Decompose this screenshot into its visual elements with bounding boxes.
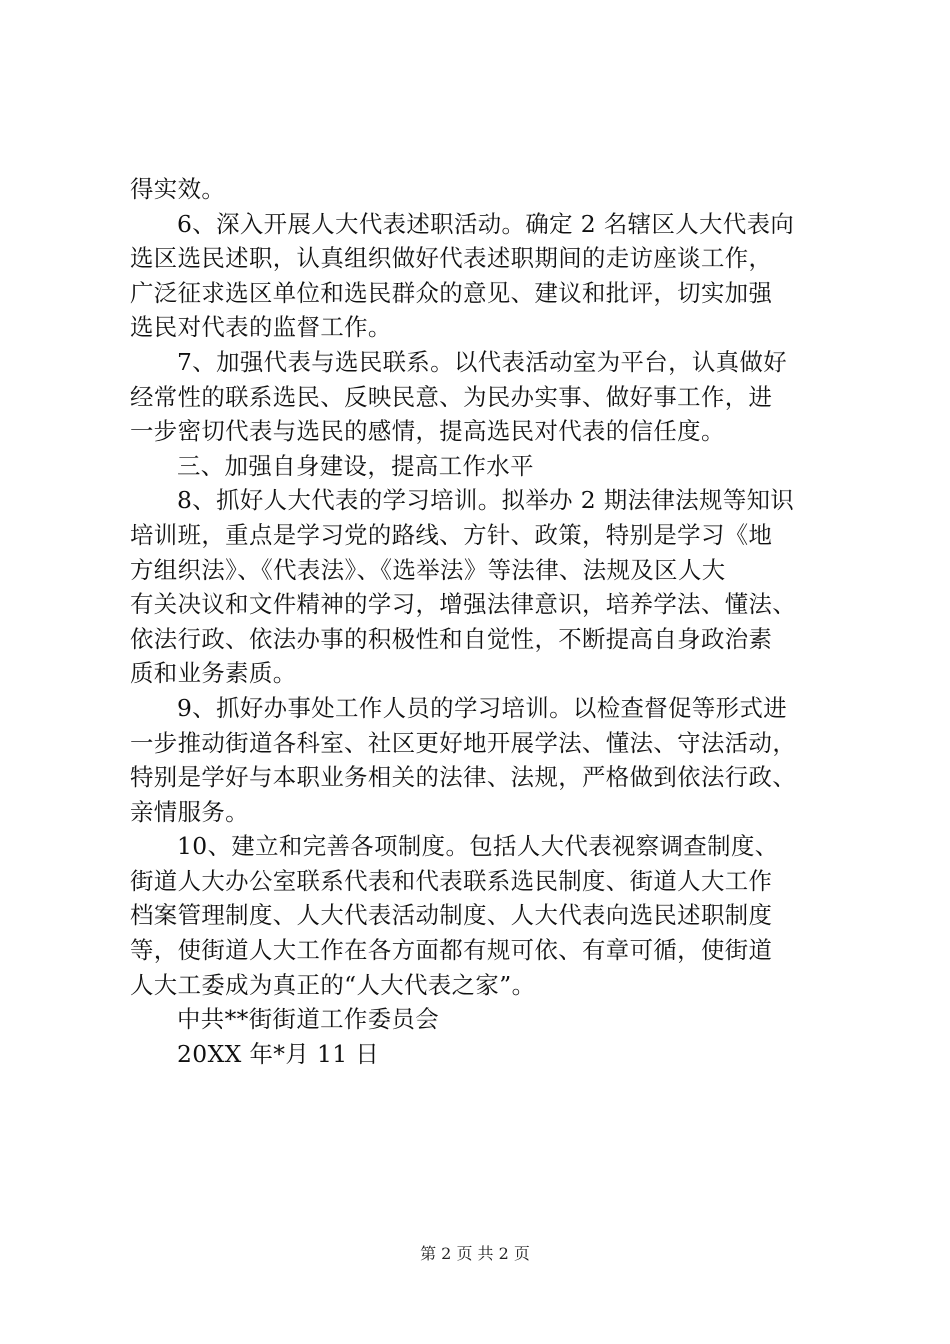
text-line: 档案管理制度、人大代表活动制度、人大代表向选民述职制度 [130, 901, 773, 930]
text-line: 6、深入开展人大代表述职活动。确定 2 名辖区人大代表向 [177, 209, 795, 238]
document-body [130, 172, 830, 1071]
text-line: 依法行政、依法办事的积极性和自觉性，不断提高自身政治素 [130, 624, 773, 653]
text-line: 方组织法》、《代表法》、《选举法》等法律、法规及区人大 [130, 555, 726, 584]
text-line: 8、抓好人大代表的学习培训。拟举办 2 期法律法规等知识 [177, 486, 795, 515]
signature-organization: 中共**街街道工作委员会 [177, 1005, 440, 1034]
text-line: 9、抓好办事处工作人员的学习培训。以检查督促等形式进 [177, 693, 788, 722]
text-line: 等，使街道人大工作在各方面都有规可依、有章可循，使街道 [130, 936, 773, 965]
text-line: 一步密切代表与选民的感情，提高选民对代表的信任度。 [130, 417, 725, 446]
text-line: 街道人大办公室联系代表和代表联系选民制度、街道人大工作 [130, 866, 773, 895]
text-line: 广泛征求选区单位和选民群众的意见、建议和批评，切实加强 [130, 278, 773, 307]
text-line: 10、建立和完善各项制度。包括人大代表视察调查制度、 [177, 832, 779, 861]
text-line: 选民对代表的监督工作。 [130, 313, 392, 342]
text-line: 特别是学好与本职业务相关的法律、法规，严格做到依法行政、 [130, 763, 797, 792]
section-heading: 三、加强自身建设，提高工作水平 [177, 451, 534, 480]
text-line: 得实效。 [130, 175, 226, 203]
text-line: 有关决议和文件精神的学习，增强法律意识，培养学法、懂法、 [130, 590, 797, 619]
text-line: 经常性的联系选民、反映民意、为民办实事、做好事工作，进 [130, 382, 773, 411]
text-line: 7、加强代表与选民联系。以代表活动室为平台，认真做好 [177, 347, 788, 376]
text-line: 选区选民述职，认真组织做好代表述职期间的走访座谈工作， [130, 244, 773, 273]
text-line: 人大工委成为真正的“人大代表之家”。 [130, 970, 536, 999]
page-number-label: 第 2 页 共 2 页 [420, 1244, 530, 1263]
page-footer [0, 1244, 950, 1264]
text-line: 亲情服务。 [130, 797, 249, 826]
signature-date: 20XX 年*月 11 日 [177, 1039, 380, 1068]
text-line: 质和业务素质。 [130, 659, 297, 688]
text-line: 培训班，重点是学习党的路线、方针、政策，特别是学习《地 [130, 520, 773, 549]
text-line: 一步推动街道各科室、社区更好地开展学法、懂法、守法活动， [130, 728, 797, 757]
